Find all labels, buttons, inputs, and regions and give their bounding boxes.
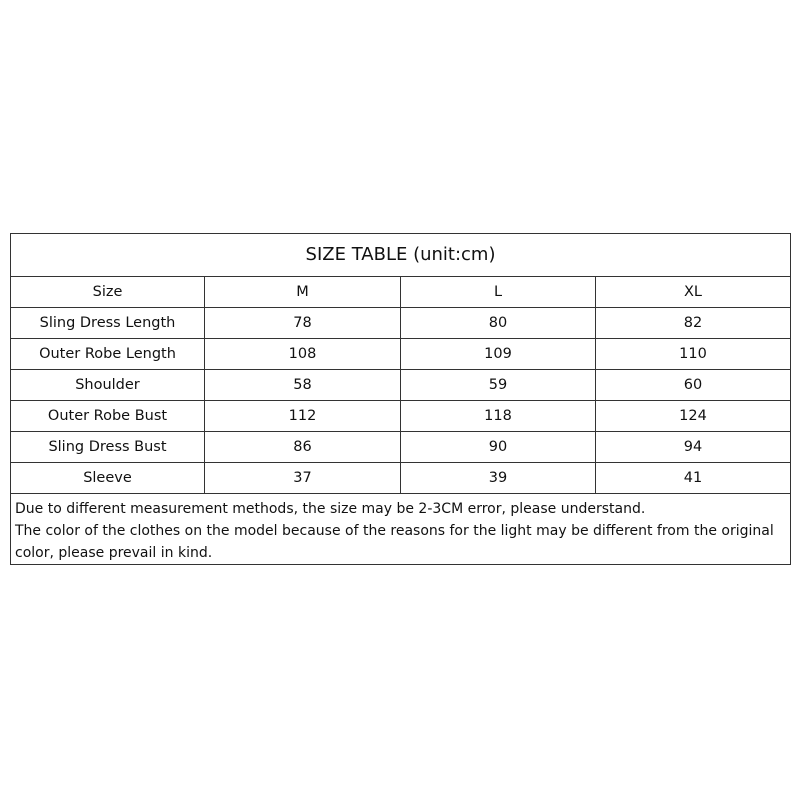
cell-l: 80 [401,308,596,339]
cell-m: 78 [205,308,401,339]
row-label: Shoulder [11,370,205,401]
row-label: Outer Robe Bust [11,401,205,432]
table-row [11,370,791,401]
cell-xl: 110 [596,339,791,370]
row-label: Sling Dress Length [11,308,205,339]
cell-xl: 82 [596,308,791,339]
color-note: The color of the clothes on the model because of the reasons for the light may be different from the original color, please prevail in kind. [15,523,774,561]
cell-l: 90 [401,432,596,463]
notes-cell [11,494,791,565]
cell-l: 59 [401,370,596,401]
header-row [11,277,791,308]
header-size-xl: XL [596,277,791,308]
row-label: Outer Robe Length [11,339,205,370]
cell-m: 112 [205,401,401,432]
cell-xl: 41 [596,463,791,494]
cell-xl: 124 [596,401,791,432]
table-row [11,463,791,494]
cell-xl: 94 [596,432,791,463]
cell-m: 37 [205,463,401,494]
title-row [11,234,791,277]
cell-m: 86 [205,432,401,463]
row-label: Sling Dress Bust [11,432,205,463]
size-table [10,233,791,565]
table-title: SIZE TABLE (unit:cm) [11,234,791,277]
table-row [11,308,791,339]
cell-m: 58 [205,370,401,401]
cell-m: 108 [205,339,401,370]
header-size-m: M [205,277,401,308]
header-size-label: Size [11,277,205,308]
cell-l: 109 [401,339,596,370]
cell-l: 39 [401,463,596,494]
notes-row [11,494,791,565]
table-row [11,339,791,370]
header-size-l: L [401,277,596,308]
cell-l: 118 [401,401,596,432]
table-row [11,432,791,463]
table-row [11,401,791,432]
cell-xl: 60 [596,370,791,401]
row-label: Sleeve [11,463,205,494]
measurement-note: Due to different measurement methods, the size may be 2-3CM error, please understand. [15,501,646,517]
